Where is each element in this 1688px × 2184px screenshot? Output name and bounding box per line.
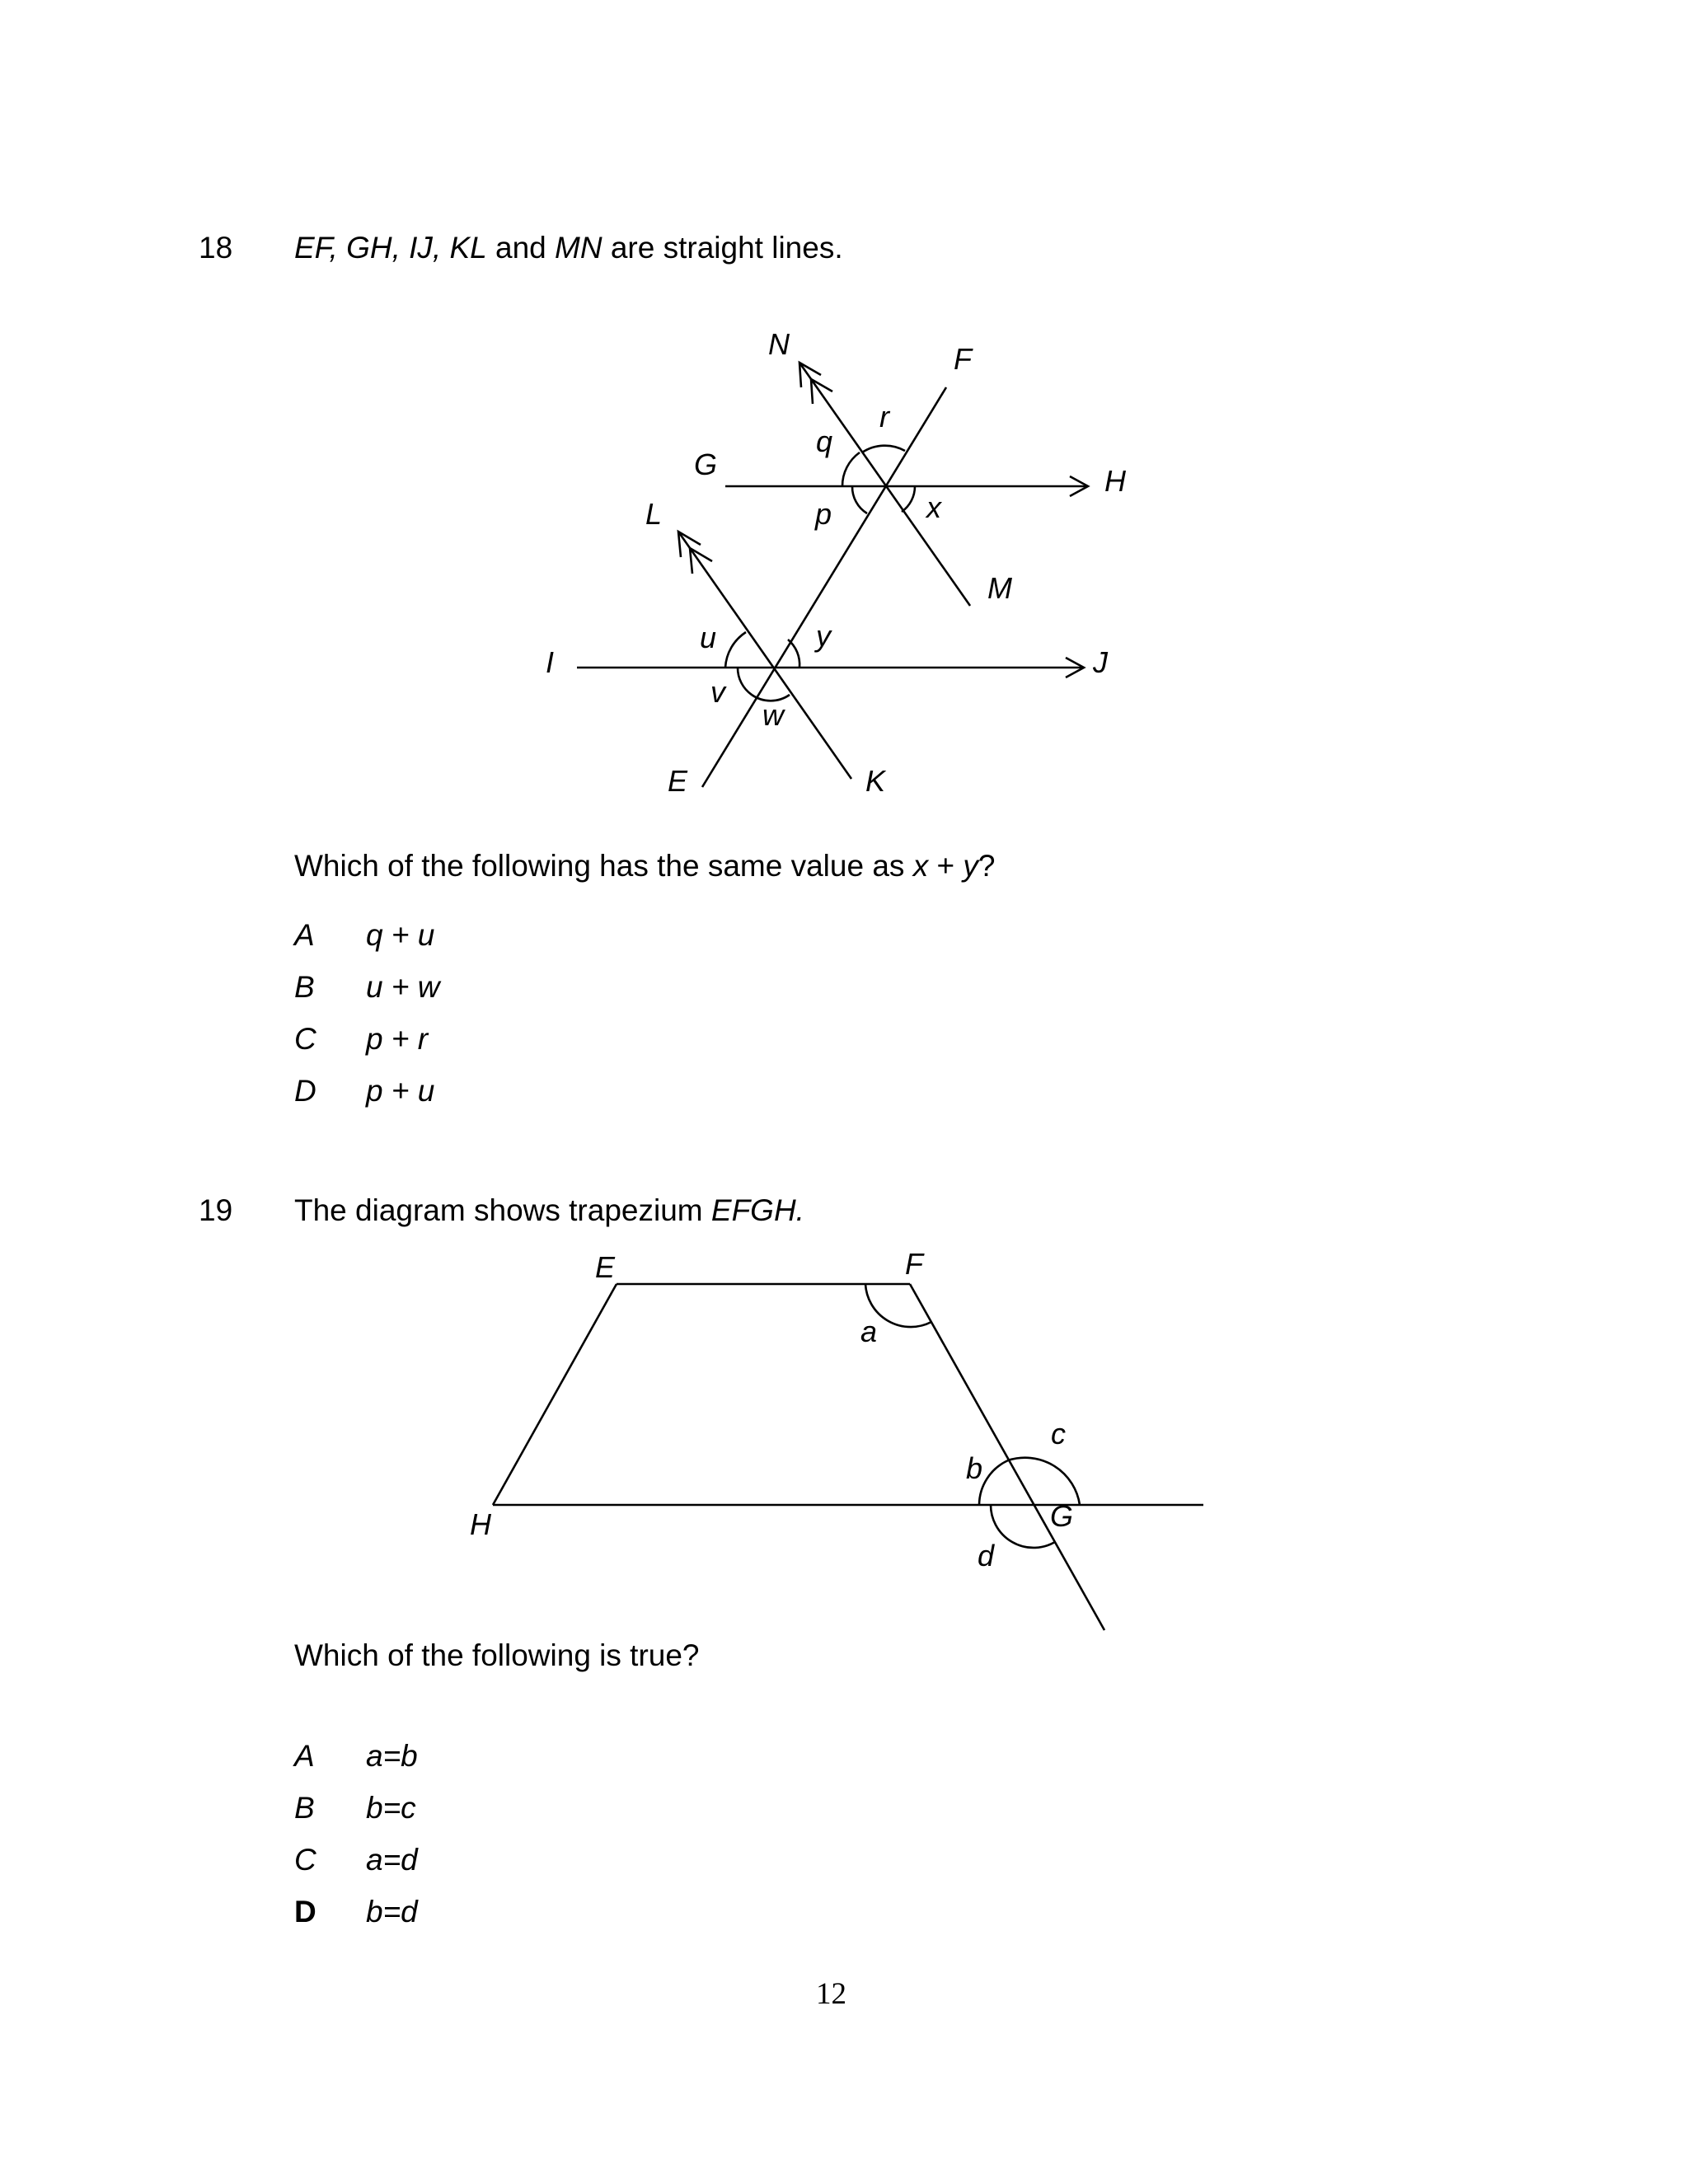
option-letter: B bbox=[294, 970, 315, 1004]
option-letter: D bbox=[294, 1895, 316, 1929]
stem-and: and bbox=[486, 231, 556, 265]
prompt-y: y bbox=[963, 849, 978, 883]
option-19-c[interactable] bbox=[294, 1843, 418, 1877]
option-19-b[interactable] bbox=[294, 1791, 416, 1825]
option-text: p + r bbox=[366, 1022, 429, 1056]
side-fg-extended bbox=[910, 1284, 1104, 1630]
option-letter: D bbox=[294, 1074, 316, 1108]
option-letter: C bbox=[294, 1022, 316, 1056]
arc-p bbox=[852, 486, 867, 513]
arc-b bbox=[979, 1460, 1008, 1505]
label-e: E bbox=[668, 764, 688, 798]
arc-v bbox=[738, 668, 752, 695]
label-c: c bbox=[1051, 1417, 1066, 1451]
label-r: r bbox=[879, 400, 889, 434]
label-l: L bbox=[645, 497, 663, 531]
label-q: q bbox=[816, 424, 833, 458]
option-18-d[interactable] bbox=[294, 1074, 434, 1108]
q18-diagram bbox=[0, 0, 1688, 865]
option-letter: B bbox=[294, 1791, 315, 1825]
option-text: p + u bbox=[366, 1074, 435, 1108]
option-letter: A bbox=[294, 918, 315, 952]
label-p: p bbox=[815, 497, 832, 531]
side-eh bbox=[493, 1284, 617, 1505]
option-19-a[interactable] bbox=[294, 1739, 418, 1774]
label-u: u bbox=[700, 621, 717, 654]
option-text: q + u bbox=[366, 918, 435, 952]
label-g: G bbox=[1050, 1499, 1074, 1533]
question-19-prompt: Which of the following is true? bbox=[294, 1638, 700, 1672]
label-g: G bbox=[694, 448, 718, 481]
label-a: a bbox=[860, 1315, 878, 1348]
label-j: J bbox=[1093, 645, 1108, 679]
option-text: b=c bbox=[366, 1791, 416, 1825]
arc-r bbox=[862, 446, 905, 452]
prompt-end: ? bbox=[978, 849, 996, 883]
prompt-lead: Which of the following has the same value as bbox=[294, 849, 913, 883]
stem-lines-list: EF, GH, IJ, KL bbox=[294, 231, 487, 265]
question-19-number: 19 bbox=[199, 1193, 233, 1227]
option-text: a=d bbox=[366, 1843, 418, 1877]
label-h: H bbox=[470, 1507, 491, 1541]
arc-x bbox=[902, 486, 915, 512]
label-i: I bbox=[546, 645, 555, 679]
option-letter: A bbox=[294, 1739, 315, 1773]
stem-lead: The diagram shows trapezium bbox=[294, 1193, 711, 1227]
label-v: v bbox=[710, 675, 725, 709]
option-18-b[interactable] bbox=[294, 970, 439, 1005]
label-b: b bbox=[966, 1451, 983, 1485]
arc-q bbox=[842, 452, 860, 486]
label-f: F bbox=[954, 342, 972, 376]
arc-c bbox=[1008, 1458, 1080, 1505]
label-f: F bbox=[905, 1247, 923, 1281]
q19-diagram bbox=[0, 1236, 1688, 1665]
option-text: b=d bbox=[366, 1895, 418, 1929]
option-text: u + w bbox=[366, 970, 440, 1004]
label-w: w bbox=[762, 698, 784, 732]
label-h: H bbox=[1104, 464, 1126, 498]
prompt-x: x bbox=[912, 849, 929, 883]
arc-u bbox=[725, 632, 746, 668]
stem-line-mn: MN bbox=[555, 231, 603, 265]
option-letter: C bbox=[294, 1843, 316, 1877]
option-18-a[interactable] bbox=[294, 918, 434, 953]
label-n: N bbox=[768, 327, 790, 361]
label-k: K bbox=[865, 764, 886, 798]
prompt-plus: + bbox=[928, 849, 964, 883]
question-19-stem bbox=[294, 1193, 804, 1228]
question-18-number: 18 bbox=[199, 231, 233, 265]
label-x: x bbox=[926, 490, 941, 524]
option-text: a=b bbox=[366, 1739, 418, 1773]
label-y: y bbox=[816, 619, 831, 653]
stem-tail: are straight lines. bbox=[602, 231, 843, 265]
question-18-prompt bbox=[294, 849, 995, 883]
option-19-d[interactable] bbox=[294, 1895, 418, 1929]
label-m: M bbox=[987, 571, 1012, 605]
page-number: 12 bbox=[816, 1977, 846, 2011]
line-kl bbox=[678, 532, 851, 779]
label-d: d bbox=[978, 1539, 995, 1572]
label-e: E bbox=[595, 1250, 616, 1284]
option-18-c[interactable] bbox=[294, 1022, 428, 1057]
stem-shape-name: EFGH. bbox=[710, 1193, 804, 1227]
